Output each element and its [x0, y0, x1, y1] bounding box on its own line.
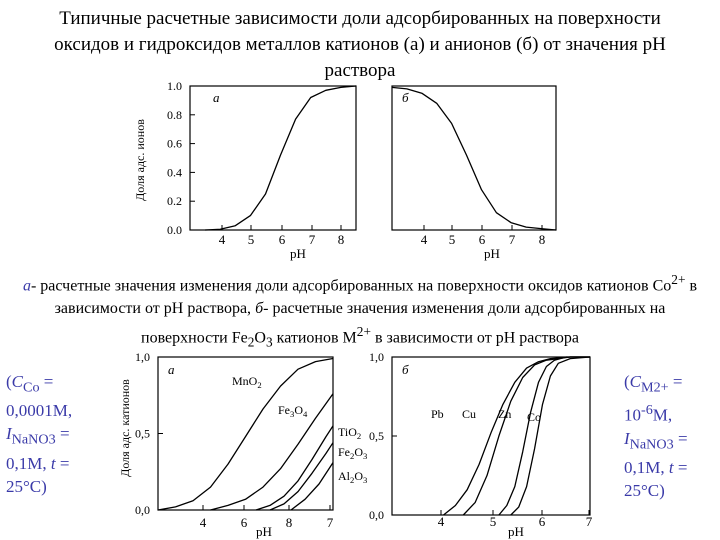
- y-tick-label: 0.4: [167, 165, 182, 180]
- plot-frame: [190, 86, 356, 230]
- cond-left-c: C: [11, 372, 24, 391]
- cond-left-i-val: = 0,1M,: [6, 424, 70, 473]
- cond-right-t-val: = 25°C): [624, 458, 688, 501]
- caption-text-1: - расчетные значения изменения доли адсорбированных на поверхности оксидов катионов Co: [30, 277, 672, 295]
- cond-left-t: t: [50, 453, 56, 473]
- y-tick-label: 0.0: [167, 223, 182, 237]
- panel-label: б: [402, 362, 409, 377]
- series-line-cu: [463, 357, 590, 515]
- x-tick-label: 7: [326, 515, 334, 530]
- series-label-co: Co: [527, 410, 542, 424]
- title-line-3: раствора: [324, 60, 396, 81]
- conditions-left: [6, 370, 80, 498]
- caption-text-3: - расчетные значения изменения доли адсорбированных на поверхности Fe: [141, 300, 666, 347]
- cond-right-open: (: [624, 372, 630, 391]
- cond-right-c: C: [629, 372, 642, 391]
- plot-frame: [392, 357, 590, 515]
- series-line: [392, 87, 556, 230]
- y-tick-label: 1,0: [135, 350, 150, 364]
- x-tick-label: 5: [448, 232, 456, 247]
- x-tick-label: 8: [538, 232, 546, 247]
- title-line-2: оксидов и гидроксидов металлов катионов (а) и анионов (б) от значения pH: [54, 34, 666, 55]
- cond-right-c-exp: -6: [641, 402, 653, 419]
- y-tick-label: 0,5: [369, 429, 384, 443]
- y-tick-label: 0.2: [167, 194, 182, 209]
- series-label-al2o3: $Al_2O_3$: [338, 469, 368, 485]
- caption-sup-1: 2+: [671, 272, 686, 287]
- cond-right-c-unit: M,: [652, 406, 673, 426]
- series-label-pb: Pb: [431, 407, 444, 421]
- chart-panel-3: [118, 350, 334, 539]
- caption-label-a: а: [22, 277, 31, 295]
- title-line-1: Типичные расчетные зависимости доли адсорбированных на поверхности: [59, 8, 661, 29]
- caption-label-b: б: [255, 300, 264, 318]
- y-tick-label: 1,0: [369, 350, 384, 364]
- caption-sub-1: 2: [247, 334, 255, 350]
- x-tick-label: 7: [508, 232, 516, 247]
- cond-right-t: t: [668, 458, 674, 478]
- panel-label: б: [402, 90, 409, 105]
- x-tick-label: 4: [218, 232, 226, 247]
- cond-left-t-val: = 25°C): [6, 453, 70, 496]
- conditions-right: [624, 370, 702, 502]
- y-axis-label: Доля адс. катионов: [118, 379, 132, 477]
- x-tick-label: 4: [437, 514, 445, 529]
- series-line-tio2: [256, 426, 333, 510]
- figure-caption: [20, 268, 700, 354]
- caption-text-2: в зависимости от pH раствора,: [54, 277, 698, 318]
- series-label-zn: Zn: [498, 407, 512, 421]
- cond-right-c-val: = 10: [624, 372, 683, 426]
- y-tick-label: 1.0: [167, 79, 182, 93]
- series-line-al2o3: [291, 463, 333, 510]
- y-tick-label: 0.8: [167, 107, 182, 122]
- y-tick-label: 0,0: [135, 503, 150, 517]
- chart-panel-4: [369, 350, 593, 539]
- caption-sup-2: 2+: [356, 324, 371, 340]
- x-axis-label: pH: [508, 524, 524, 539]
- x-tick-label: 5: [489, 514, 497, 529]
- series-label-cu: Cu: [462, 407, 477, 421]
- cond-left-c-val: = 0,0001M,: [6, 372, 73, 421]
- x-tick-label: 8: [285, 515, 293, 530]
- x-tick-label: 8: [337, 232, 345, 247]
- plot-frame: [392, 86, 556, 230]
- caption-text-6: в зависимости от pH раствора: [370, 329, 579, 347]
- panel-label: а: [213, 90, 220, 105]
- caption-text-4: O: [254, 329, 266, 347]
- y-tick-label: 0,5: [135, 426, 150, 441]
- series-label-fe2o3: $Fe_2O_3$: [338, 445, 368, 461]
- cond-right-i-sub: NaNO3: [629, 436, 674, 453]
- x-axis-label: pH: [290, 246, 306, 261]
- x-tick-label: 6: [478, 232, 486, 247]
- x-axis-label: pH: [256, 524, 272, 539]
- series-line-zn: [499, 357, 590, 515]
- chart-panel-1: [133, 79, 356, 261]
- x-tick-label: 6: [240, 515, 248, 530]
- series-label-fe3o4: $Fe_3O_4$: [278, 403, 308, 419]
- cond-left-c-sub: Co: [23, 379, 40, 396]
- series-line-co: [511, 357, 590, 515]
- cond-left-i: I: [6, 424, 12, 444]
- cond-right-i-val: = 0,1M,: [624, 429, 688, 478]
- x-tick-label: 5: [247, 232, 255, 247]
- x-tick-label: 4: [420, 232, 428, 247]
- x-tick-label: 6: [538, 514, 546, 529]
- chart-panel-2: [392, 86, 556, 261]
- cond-left-open: (: [6, 372, 12, 391]
- cond-right-c-sub: M2+: [641, 379, 669, 396]
- x-axis-label: pH: [484, 246, 500, 261]
- panel-label: а: [168, 362, 175, 377]
- caption-sub-2: 3: [265, 334, 273, 350]
- caption-text-5: катионов M: [272, 329, 357, 347]
- series-label-mno2: MnO$_2$: [232, 374, 262, 390]
- y-tick-label: 0,0: [369, 508, 384, 522]
- y-tick-label: 0.6: [167, 136, 182, 151]
- series-line-fe3o4: [211, 394, 334, 510]
- series-line-pb: [444, 357, 591, 515]
- y-axis-label: Доля адс. ионов: [133, 119, 147, 201]
- cond-right-i: I: [624, 429, 630, 449]
- x-tick-label: 4: [199, 515, 207, 530]
- x-tick-label: 6: [278, 232, 286, 247]
- x-tick-label: 7: [585, 514, 593, 529]
- series-line: [205, 86, 356, 230]
- series-label-tio2: TiO$_2$: [338, 425, 362, 441]
- x-tick-label: 7: [308, 232, 316, 247]
- cond-left-i-sub: NaNO3: [11, 431, 56, 448]
